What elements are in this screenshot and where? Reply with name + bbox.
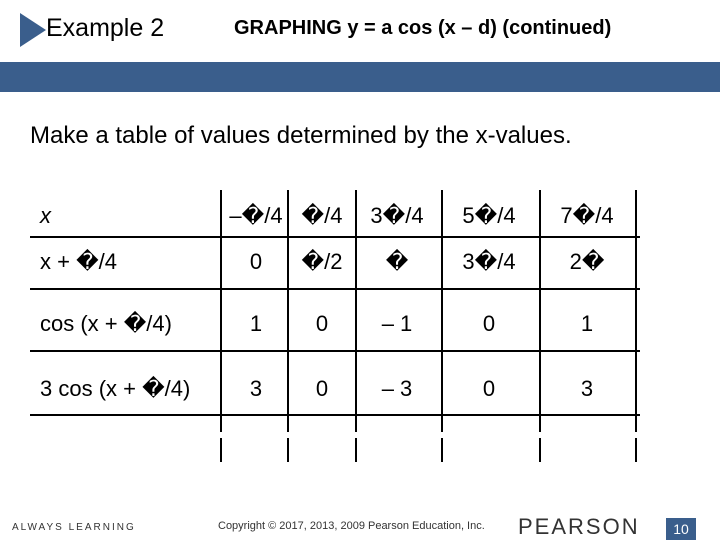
table-column-divider [441, 190, 443, 432]
table-cell: 0 [249, 249, 263, 274]
table-cell: – 3 [381, 376, 413, 401]
copyright-text: Copyright © 2017, 2013, 2009 Pearson Education, Inc. [218, 520, 485, 532]
table-column-divider [539, 190, 541, 432]
table-column-tick [287, 438, 289, 462]
slide-title: GRAPHING y = a cos (x – d) (continued) [234, 17, 612, 39]
example-label: Example 2 [46, 14, 165, 42]
table-cell: –�/4 [229, 203, 283, 228]
header-band [0, 62, 720, 92]
table-column-tick [220, 438, 222, 462]
table-column-tick [355, 438, 357, 462]
table-column-divider [220, 190, 222, 432]
row-label-x: x [40, 203, 51, 228]
row-label-x-plus: x + �/4 [40, 249, 117, 274]
pearson-logo: PEARSON [518, 514, 640, 539]
table-cell: �/2 [301, 249, 343, 274]
always-learning-text: ALWAYS LEARNING [12, 522, 136, 533]
table-cell: �/4 [301, 203, 343, 228]
table-cell: 0 [482, 376, 496, 401]
triangle-bullet-icon [20, 13, 46, 47]
table-row-divider [30, 236, 640, 238]
table-column-divider [287, 190, 289, 432]
table-cell: 3 [249, 376, 263, 401]
table-column-tick [441, 438, 443, 462]
table-cell: 2� [569, 249, 605, 274]
row-label-3cos: 3 cos (x + �/4) [40, 376, 191, 401]
table-cell: 3�/4 [462, 249, 516, 274]
example-heading [20, 12, 165, 48]
table-row-divider [30, 414, 640, 416]
table-cell: 3�/4 [370, 203, 424, 228]
table-cell: 5�/4 [462, 203, 516, 228]
table-cell: � [385, 249, 409, 274]
table-column-tick [635, 438, 637, 462]
intro-text: Make a table of values determined by the x-values. [30, 122, 572, 149]
table-cell: 0 [315, 311, 329, 336]
table-row-divider [30, 350, 640, 352]
table-cell: 0 [482, 311, 496, 336]
table-row-divider [30, 288, 640, 290]
table-column-divider [635, 190, 637, 432]
table-column-divider [355, 190, 357, 432]
table-cell: 0 [315, 376, 329, 401]
page-number: 10 [666, 518, 696, 540]
table-cell: 3 [580, 376, 594, 401]
table-cell: 1 [580, 311, 594, 336]
table-cell: 1 [249, 311, 263, 336]
table-cell: 7�/4 [560, 203, 614, 228]
table-cell: – 1 [381, 311, 413, 336]
table-column-tick [539, 438, 541, 462]
row-label-cos: cos (x + �/4) [40, 311, 172, 336]
